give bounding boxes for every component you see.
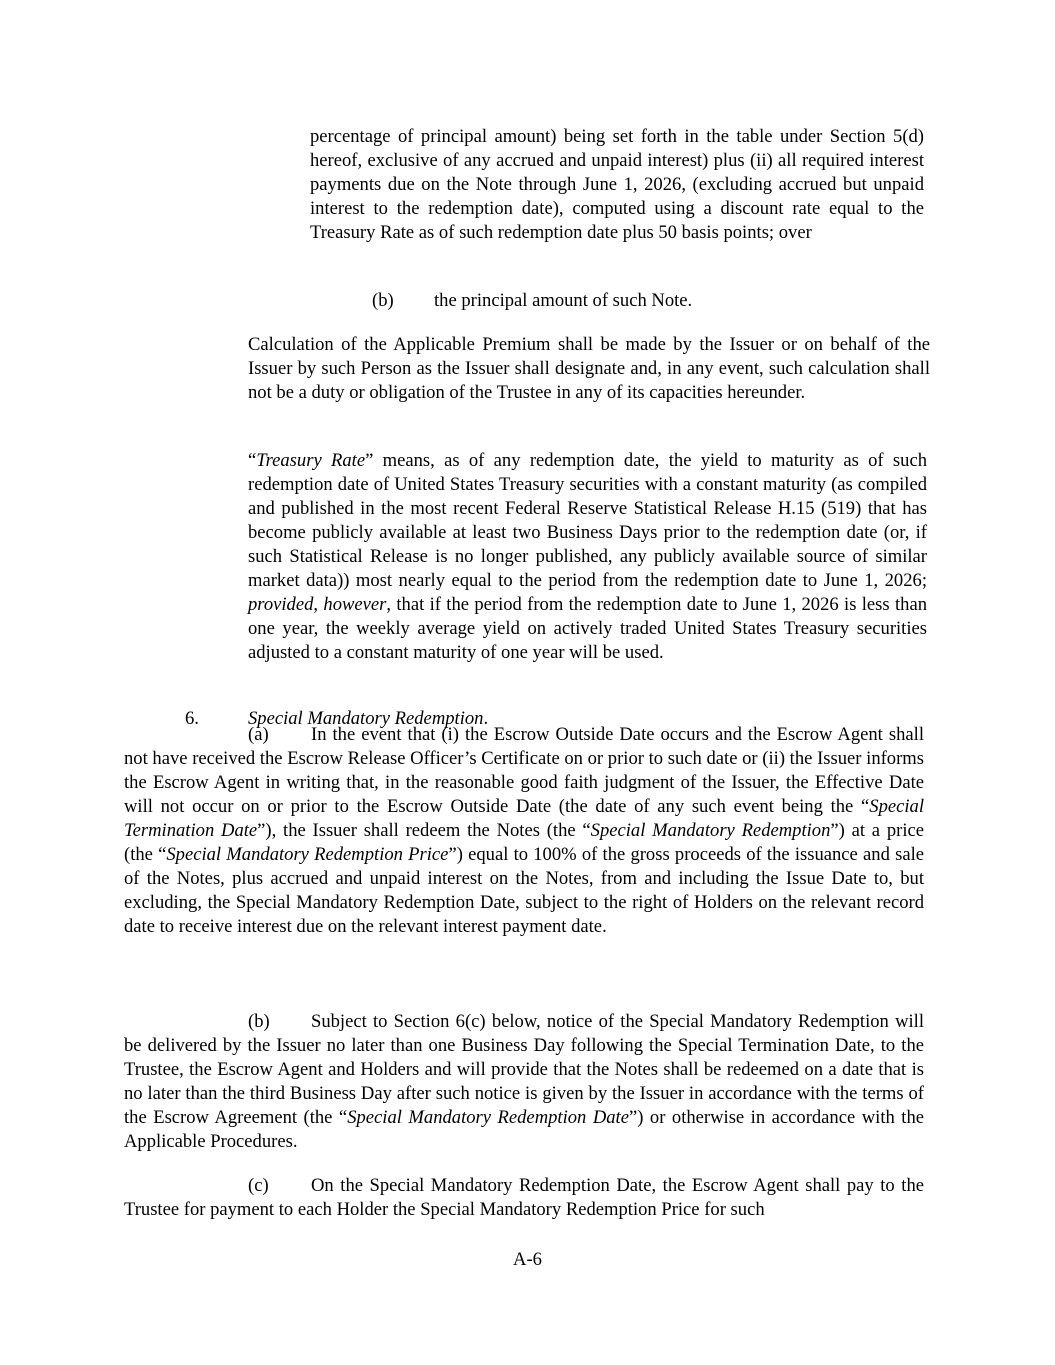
calculation-paragraph: Calculation of the Applicable Premium shall be made by the Issuer or on behalf of the Issuer by such Person as the Issuer shall designate and, in any event, such calculation shall not be a duty or obligation of the Trustee in any of its capacities hereunder. <box>248 334 930 403</box>
open-quote: “ <box>248 450 257 471</box>
clause-a-continuation: percentage of principal amount) being set forth in the table under Section 5(d) hereof, exclusive of any accrued and unpaid interest) plus (ii) all required interest payments due on the Note through June 1, 2026, (excluding accrued but unpaid interest to the redemption date), computed using a discount rate equal to the Treasury Rate as of such redemption date plus 50 basis points; over <box>310 126 924 243</box>
comma: , <box>313 594 324 615</box>
paragraph-6a-text-4: ”) equal to 100% of the gross proceeds of the issuance and sale of the Notes, plus accrued and unpaid interest on the Notes, from and including the Issue Date to, but excluding, the Special Mandatory Redemption Date, subject to the right of Holders on the relevant record date to receive interest due on the relevant interest payment date. <box>124 844 924 937</box>
paragraph-6a-text-1: In the event that (i) the Escrow Outside Date occurs and the Escrow Agent shall not have received the Escrow Release Officer’s Certificate on or prior to such date or (ii) the Issuer informs the Escrow Agent in writing that, in the reasonable good faith judgment of the Issuer, the Effective Date will not occur on or prior to the Escrow Outside Date (the date of any such event being the “ <box>124 724 924 817</box>
clause-b-text: the principal amount of such Note. <box>434 290 693 311</box>
paragraph-6c <box>124 1174 924 1222</box>
paragraph-6c-label: (c) <box>248 1175 269 1196</box>
paragraph-6a-text-3: ”) at a price (the “ <box>124 820 924 865</box>
however-term: however <box>323 594 387 615</box>
clause-b <box>372 289 932 313</box>
clause-b-label: (b) <box>372 290 394 311</box>
paragraph-6b-text-2: ”) or otherwise in accordance with the Applicable Procedures. <box>124 1107 924 1152</box>
paragraph-6a-text-2: ”), the Issuer shall redeem the Notes (the “ <box>257 820 591 841</box>
section-number: 6. <box>185 708 199 729</box>
paragraph-6a <box>124 723 924 939</box>
treasury-rate-definition <box>248 449 927 665</box>
paragraph-6b <box>124 1010 924 1154</box>
paragraph-6c-text-1: On the Special Mandatory Redemption Date, the Escrow Agent shall pay to the Trustee for payment to each Holder the Special Mandatory Redemption Price for such <box>124 1175 924 1220</box>
defined-term-special-mandatory-redemption-price: Special Mandatory Redemption Price <box>166 844 449 865</box>
defined-term-special-mandatory-redemption-date: Special Mandatory Redemption Date <box>347 1107 629 1128</box>
paragraph-6b-text-1: Subject to Section 6(c) below, notice of the Special Mandatory Redemption will be delivered by the Issuer no later than one Business Day following the Special Termination Date, to the Trustee, the Escrow Agent and Holders and will provide that the Notes shall be redeemed on a date that is no later than the third Business Day after such notice is given by the Issuer in accordance with the terms of the Escrow Agreement (the “ <box>124 1011 924 1128</box>
defined-term-special-termination-date: Special Termination Date <box>124 796 924 841</box>
treasury-rate-text-1: ” means, as of any redemption date, the yield to maturity as of such redemption date of United States Treasury securities with a constant maturity (as compiled and published in the most recent Federal Reserve Statistical Release H.15 (519) that has become publicly available at least two Business Days prior to the redemption date (or, if such Statistical Release is no longer published, any publicly available source of similar market data)) most nearly equal to the period from the redemption date to June 1, 2026; <box>248 450 927 591</box>
treasury-rate-text-2: , that if the period from the redemption date to June 1, 2026 is less than one year, the weekly average yield on actively traded United States Treasury securities adjusted to a constant maturity of one year will be used. <box>248 594 927 663</box>
provided-term: provided <box>248 594 314 615</box>
paragraph-6a-label: (a) <box>248 724 269 745</box>
defined-term-treasury-rate: Treasury Rate <box>256 450 366 471</box>
page-number: A-6 <box>513 1249 542 1270</box>
defined-term-special-mandatory-redemption: Special Mandatory Redemption <box>590 820 831 841</box>
paragraph-6b-label: (b) <box>248 1011 270 1032</box>
section-title-period: . <box>483 708 489 729</box>
section-title: Special Mandatory Redemption <box>248 708 484 729</box>
